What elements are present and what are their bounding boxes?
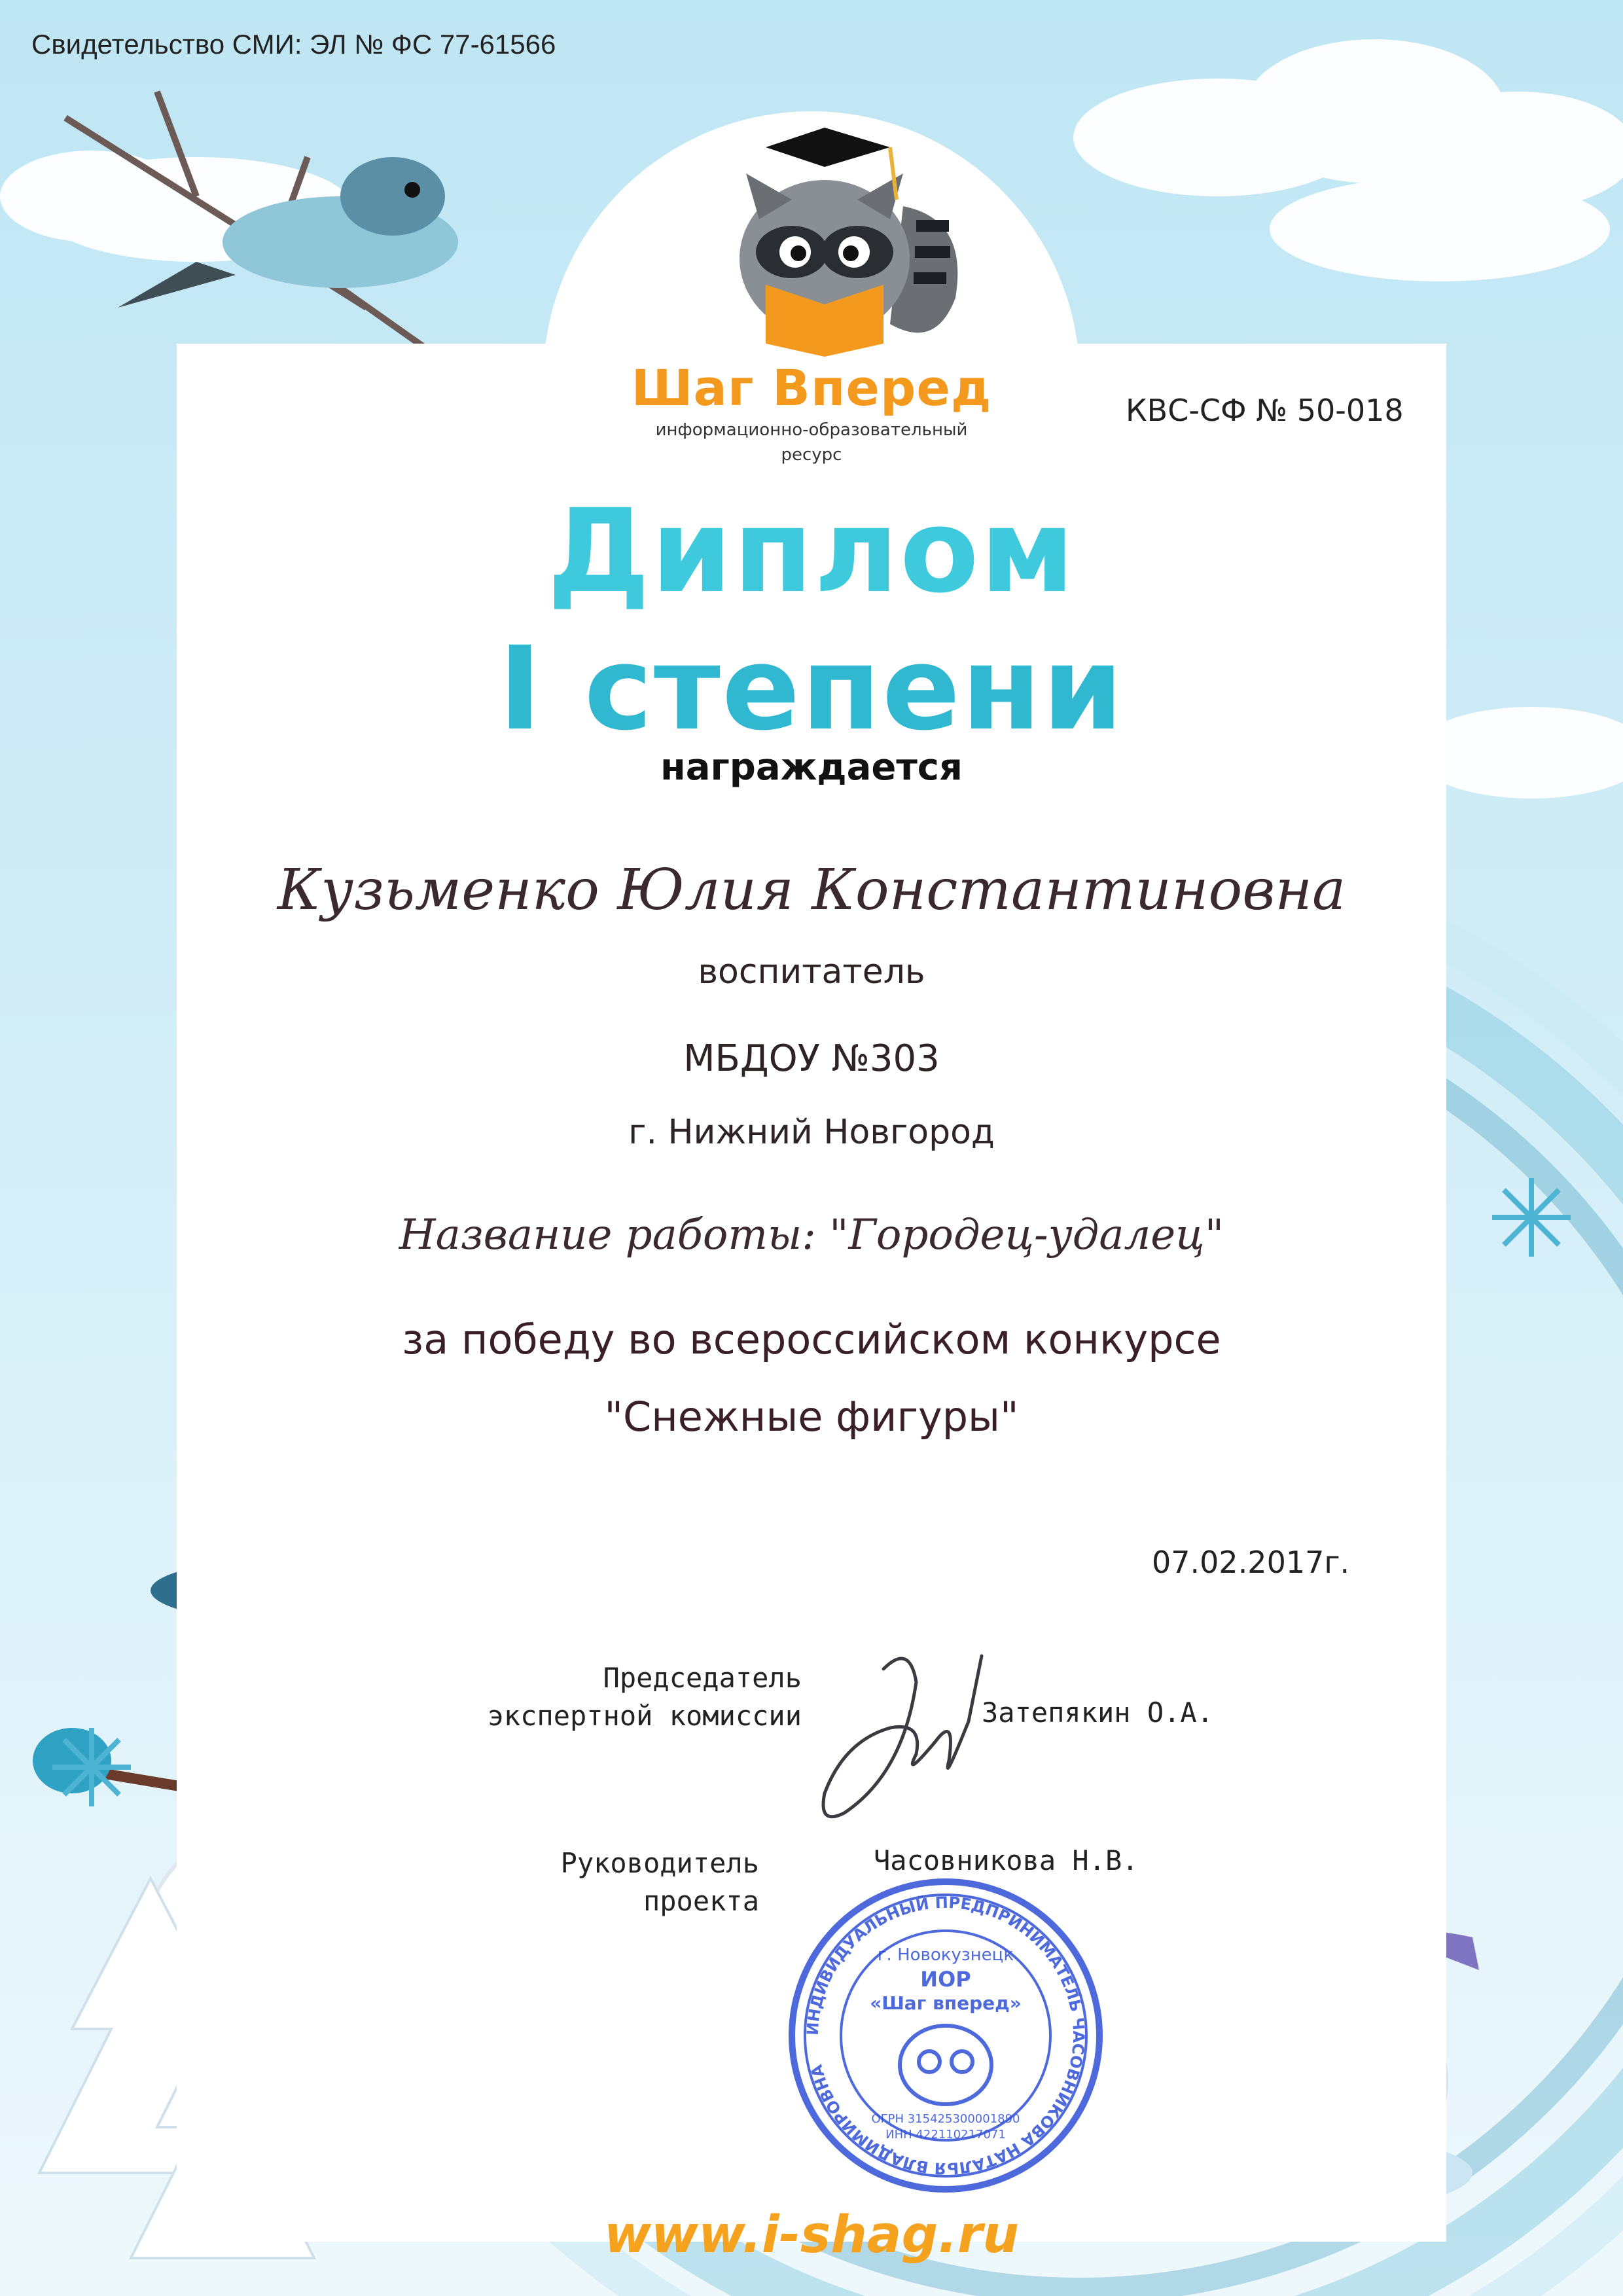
recipient-position: воспитатель: [698, 952, 925, 992]
chair-signature-icon: [805, 1643, 995, 1839]
seal-city: г. Новокузнецк: [877, 1945, 1014, 1965]
recipient-city: г. Нижний Новгород: [628, 1113, 995, 1152]
award-reason-line2: "Снежные фигуры": [604, 1393, 1019, 1441]
certificate-number: КВС-СФ № 50-018: [1126, 393, 1404, 428]
diploma-title-line1: Диплом: [547, 484, 1076, 619]
lead-label: [419, 1844, 759, 1920]
recipient-name: Кузьменко Юлия Константиновна: [277, 857, 1346, 923]
chair-label-line2: экспертной комиссии: [487, 1700, 802, 1732]
awarded-label: награждается: [660, 746, 963, 789]
raccoon-logo-icon: [707, 128, 982, 363]
official-seal-stamp: [785, 1875, 1106, 2196]
logo-subtitle-line2: ресурс: [781, 445, 842, 465]
diploma-title-line2: I степени: [498, 622, 1125, 756]
lead-label-line2: проекта: [643, 1885, 759, 1917]
seal-raccoon-icon: [900, 2026, 991, 2104]
work-title: Название работы: "Городец-удалец": [399, 1211, 1224, 1259]
chair-label: [419, 1659, 802, 1735]
logo-subtitle-line1: информационно-образовательный: [655, 420, 968, 440]
seal-org-name: «Шаг вперед»: [870, 1992, 1022, 2014]
logo-title: Шаг Вперед: [631, 359, 992, 417]
chair-name: Затепякин О.А.: [982, 1696, 1214, 1729]
recipient-organization: МБДОУ №303: [683, 1037, 940, 1080]
lead-label-line1: Руководитель: [560, 1847, 759, 1879]
seal-inn: ИНН 422110217071: [885, 2128, 1006, 2142]
chair-label-line1: Председатель: [603, 1662, 802, 1694]
seal-org-short: ИОР: [920, 1967, 971, 1992]
award-reason-line1: за победу во всероссийском конкурсе: [402, 1316, 1221, 1363]
seal-ogrn: ОГРН 315425300001890: [871, 2112, 1020, 2126]
issue-date: 07.02.2017г.: [1152, 1545, 1350, 1580]
media-certificate: Свидетельство СМИ: ЭЛ № ФС 77-61566: [31, 29, 556, 60]
lead-name: Часовникова Н.В.: [874, 1844, 1139, 1876]
website-link[interactable]: www.i-shag.ru: [604, 2206, 1019, 2265]
seal-ring-text: ИНДИВИДУАЛЬНЫЙ ПРЕДПРИНИМАТЕЛЬ ЧАСОВНИКОВА НАТАЛЬЯ ВЛАДИМИРОВНА: [803, 1893, 1088, 2178]
